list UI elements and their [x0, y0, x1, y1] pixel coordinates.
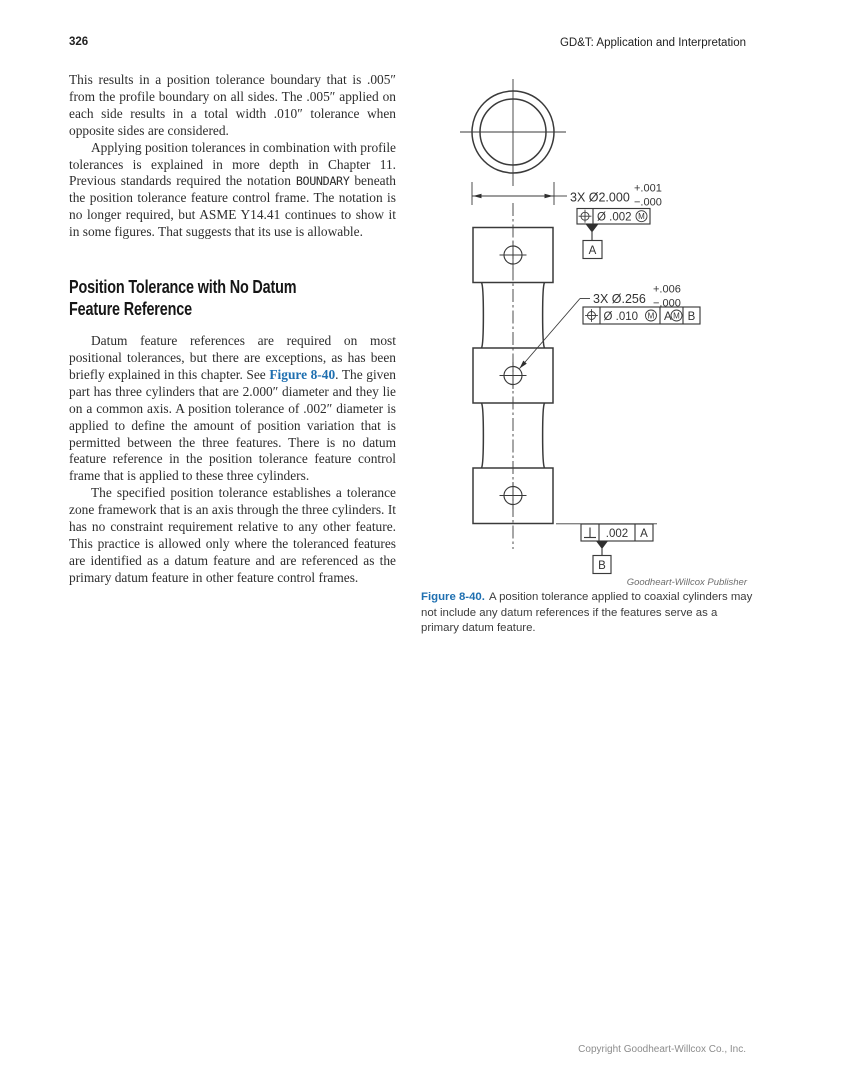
fcf-tolerance: .002	[605, 527, 629, 540]
paragraph-text: This results in a position tolerance boundary that is .005″ from the profile boundary on all sides. The .005″ applied on each side results in a total width .010″ tolerance when opposite sides are considered.	[69, 72, 396, 138]
fcf-tolerance: Ø .002	[597, 211, 632, 224]
paragraph-text: The specified position tolerance establishes a tolerance zone framework that is an axis through the three cylinders. It has no constraint requirement relative to any other feature. This practice is allowed only where the toleranced features are identified as a datum feature and are referenced as the primary datum feature in other feature control frames.	[69, 485, 396, 585]
fcf-datum-2: B	[687, 310, 696, 323]
paragraph-3	[69, 333, 396, 485]
datum-letter: A	[588, 244, 597, 257]
figure-8-40-drawing	[430, 60, 849, 593]
fcf-datum-1: A	[664, 310, 672, 323]
datum-triangle-icon	[586, 224, 599, 233]
feature-control-frame-position-002	[577, 209, 650, 225]
leader-line	[520, 299, 581, 369]
running-head: GD&T: Application and Interpretation	[559, 37, 746, 49]
perpendicularity-symbol-icon	[584, 528, 596, 538]
copyright-footer: Copyright Goodheart-Willcox Co., Inc.	[578, 1044, 746, 1055]
feature-control-frame-position-010	[583, 307, 700, 324]
arrowhead-left	[473, 194, 482, 199]
front-view	[473, 203, 553, 549]
mmc-modifier-icon	[646, 310, 657, 321]
code-term: BOUNDARY	[295, 174, 350, 189]
tolerance-minus: −.000	[653, 297, 681, 310]
perpendicularity-callout	[556, 524, 657, 574]
figure-caption-label: Figure 8-40.	[421, 591, 485, 603]
dimension-label: 3X Ø2.000	[570, 190, 630, 205]
paragraph-2	[69, 140, 396, 241]
datum-triangle-icon	[596, 541, 608, 549]
paragraph-4	[69, 485, 396, 586]
figure-caption-text: A position tolerance applied to coaxial cylinders may not include any datum references if the features serve as a primary datum feature.	[421, 591, 753, 635]
paragraph-text: Applying position tolerances in combination with profile tolerances is explained in more depth in Chapter 11. Previous standards required the notation	[69, 139, 396, 189]
hole-3	[500, 482, 527, 509]
datum-letter: B	[598, 559, 606, 572]
fcf-datum: A	[640, 527, 648, 540]
datum-feature-symbol-b	[593, 541, 611, 574]
heading-line-1: Position Tolerance with No Datum	[69, 277, 297, 298]
heading-line-2: Feature Reference	[69, 298, 192, 319]
paragraph-1	[69, 72, 396, 140]
figure-caption	[421, 590, 755, 637]
top-view	[460, 79, 566, 186]
page-number: 326	[69, 36, 89, 48]
feature-control-frame-perpendicularity	[581, 524, 653, 541]
position-symbol-icon	[585, 309, 598, 322]
svg-text:M: M	[638, 212, 645, 222]
large-diameter-dimension	[472, 182, 662, 259]
text-column	[69, 72, 396, 587]
paragraph-text: beneath the position tolerance feature control frame. The notation is no longer required, but ASME Y14.41 continues to show it in some figures. That suggests that its use is allowable.	[69, 173, 396, 240]
neck-2-right	[543, 403, 545, 468]
arrowhead-right	[545, 194, 554, 199]
fcf-tolerance: Ø .010	[603, 310, 639, 323]
tolerance-plus: +.001	[634, 182, 662, 195]
mmc-modifier-icon	[636, 211, 647, 222]
tolerance-plus: +.006	[653, 283, 681, 296]
datum-feature-symbol-a	[583, 224, 602, 259]
paragraph-text: . The given part has three cylinders that are 2.000″ diameter and they lie on a common axis. A position tolerance of .002″ diameter is applied to define the amount of position variation that is permitted between the three features. There is no datum feature reference in the position tolerance feature control frame that is applied to these three cylinders.	[69, 366, 397, 484]
hole-1	[500, 242, 527, 269]
dimension-label: 3X Ø.256	[593, 292, 646, 306]
figure-cross-reference-link[interactable]: Figure 8-40	[269, 366, 336, 382]
mmb-modifier-icon	[671, 310, 682, 321]
neck-2-left	[482, 403, 484, 468]
svg-text:M: M	[673, 311, 680, 321]
svg-text:M: M	[647, 311, 655, 321]
section-heading	[69, 277, 405, 320]
neck-1-left	[482, 283, 484, 349]
tolerance-minus: −.000	[634, 196, 662, 209]
paragraph-text: Datum feature references are required on most positional tolerances, but there are exceptions, as has been briefly explained in this chapter. See	[69, 333, 396, 382]
holes-callout	[518, 284, 700, 371]
figure-credit: Goodheart-Willcox Publisher	[626, 577, 747, 588]
position-symbol-icon	[579, 210, 592, 223]
neck-1-right	[543, 283, 545, 349]
